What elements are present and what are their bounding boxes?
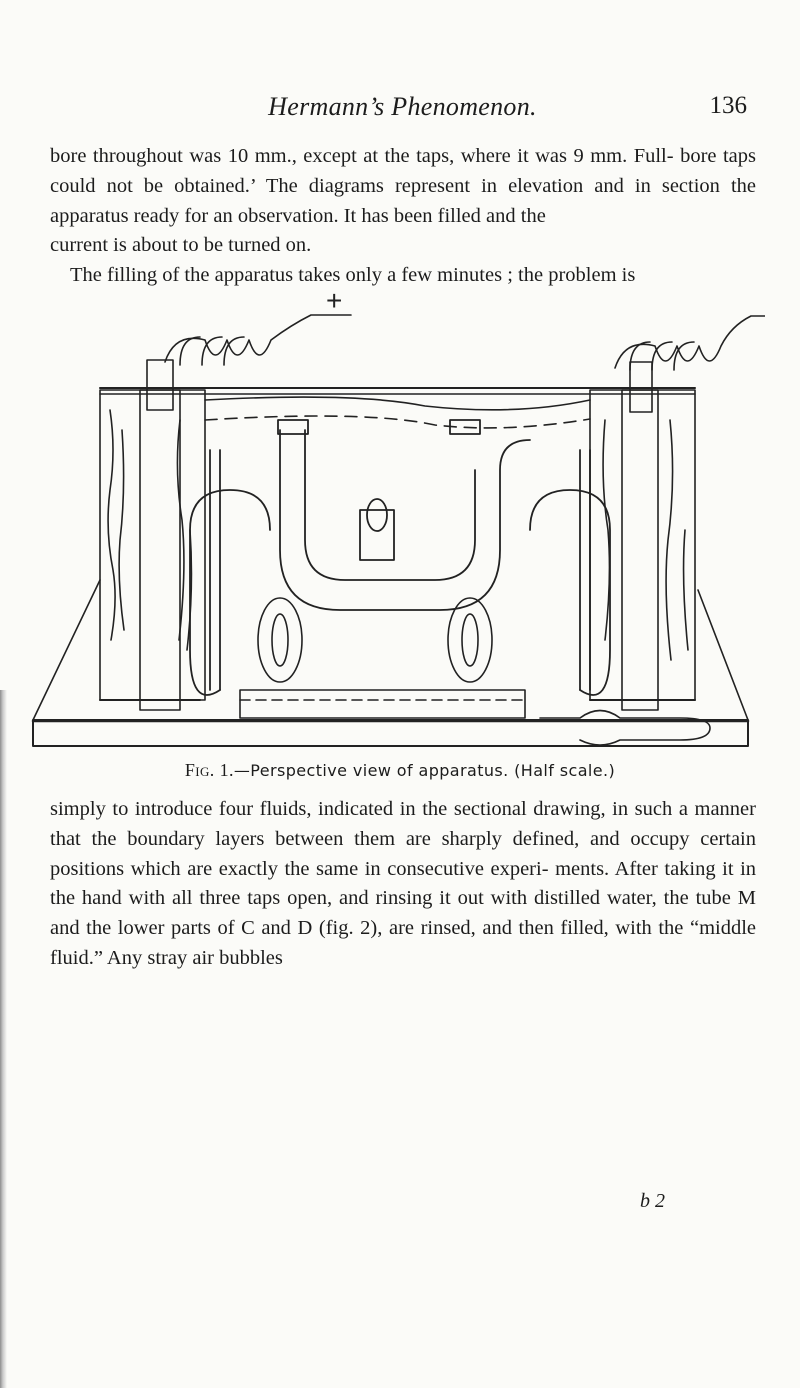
text-line: in section the apparatus ready for an observation. It has been filled and the (50, 174, 756, 227)
page-header (50, 92, 755, 132)
text-line: bore taps could not be obtained.’ The diagrams represent in elevation and (50, 145, 757, 197)
caption-text: —Perspective view of apparatus. (Half scale.) (233, 761, 616, 780)
figure-caption (0, 760, 800, 781)
plus-terminal-mark: + (326, 285, 343, 316)
caption-label: Fig. 1. (184, 760, 234, 780)
text-line: ments. After taking it in the hand with all three taps open, and rinsing it (50, 857, 757, 910)
lower-block (240, 690, 710, 745)
top-rail (100, 388, 695, 428)
text-line: bore throughout was 10 mm., except at the taps, where it was 9 mm. Full- (50, 145, 674, 167)
paragraph-top (50, 142, 756, 291)
text-line: The filling of the apparatus takes only a few minutes ; the problem is (70, 264, 636, 287)
running-title: Hermann’s Phenomenon. (268, 92, 537, 121)
text-line: out with distilled water, the tube M and the lower parts of C and D (fig. 2), (50, 887, 756, 940)
right-block (590, 362, 695, 710)
u-tube (190, 420, 610, 695)
text-line: current is about to be turned on. (50, 234, 312, 257)
text-line: are rinsed, and then filled, with the “middle fluid.” Any stray air bubbles (50, 917, 757, 969)
left-coil (165, 315, 351, 365)
page-number: 136 (709, 92, 747, 119)
scan-edge-shadow (0, 690, 7, 1388)
paragraph-bottom (50, 795, 756, 974)
apparatus-illustration (30, 270, 765, 750)
signature-mark: b 2 (640, 1190, 665, 1212)
text-line: simply to introduce four fluids, indicated in the sectional drawing, in such a (50, 798, 688, 820)
text-line: occupy certain positions which are exactly the same in consecutive experi- (50, 827, 757, 880)
text-line: manner that the boundary layers between them are sharply defined, and (50, 798, 756, 850)
